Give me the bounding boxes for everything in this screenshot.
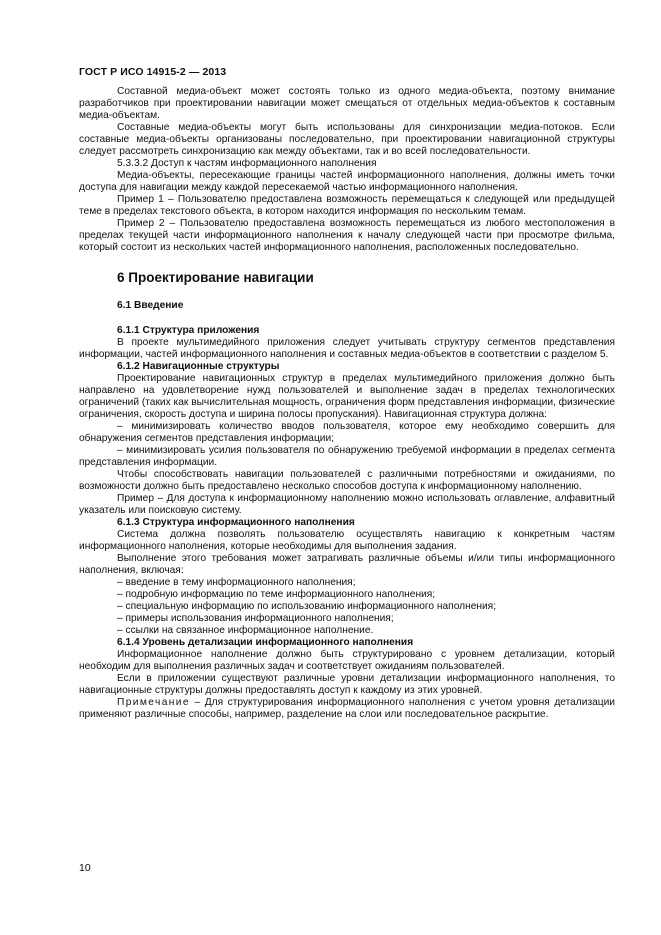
- note-label: Примечание: [117, 697, 190, 708]
- note-paragraph: [79, 697, 615, 721]
- subsection-heading: 6.1 Введение: [117, 300, 184, 311]
- example-paragraph: Пример – Для доступа к информационному наполнению можно использовать оглавление, алфавитный указатель или поисковую систему.: [79, 493, 615, 516]
- paragraph: Информационное наполнение должно быть структурировано с уровнем детализации, который необходим для выполнения различных задач и соответствует ожиданиям пользователей.: [79, 649, 615, 672]
- example-paragraph: Пример 2 – Пользователю предоставлена возможность перемещаться из любого местоположения в пределах текущей части информационного наполнения к началу следующей части при просмотре фильма, который состоит из нескольких частей информационного наполнения, расположенных последовательно.: [79, 218, 615, 253]
- subsection-heading: 6.1.1 Структура приложения: [117, 325, 260, 336]
- paragraph: Система должна позволять пользователю осуществлять навигацию к конкретным частям информационного наполнения, которые необходимы для выполнения задания.: [79, 529, 615, 552]
- subsection-heading: 6.1.3 Структура информационного наполнения: [117, 517, 355, 528]
- paragraph: Выполнение этого требования может затрагивать различные объемы и/или типы информационного наполнения, включая:: [79, 553, 615, 576]
- section-heading: 6 Проектирование навигации: [117, 270, 314, 285]
- subsection-heading: 6.1.2 Навигационные структуры: [117, 361, 280, 372]
- paragraph: Составные медиа-объекты могут быть использованы для синхронизации медиа-потоков. Если составные медиа-объекты организованы последовательно, при проектировании навигационной структуры следует рассмотреть синхронизацию как между объектами, так и во всей последовательности.: [79, 122, 615, 157]
- subsection-heading: 6.1.4 Уровень детализации информационного наполнения: [117, 637, 414, 648]
- paragraph: В проекте мультимедийного приложения следует учитывать структуру сегментов представления информации, частей информационного наполнения и составных медиа-объектов в соответствии с разделом 5.: [79, 337, 615, 360]
- list-item: – специальную информацию по использованию информационного наполнения;: [117, 601, 497, 612]
- list-item: – минимизировать количество вводов пользователя, которое ему необходимо совершить для обнаружения сегментов представления информации;: [79, 421, 615, 444]
- paragraph: Медиа-объекты, пересекающие границы частей информационного наполнения, должны иметь точки доступа для навигации между каждой пересекаемой частью информационного наполнения.: [79, 170, 615, 193]
- paragraph: Проектирование навигационных структур в пределах мультимедийного приложения должно быть направлено на удовлетворение нужд пользователей и выполнение задач в пределах технологических ограничений (таких как вычислительная мощность, ограничения форм представления информации, физические ограничения, скорость доступа и ширина полосы пропускания). Навигационная структура должна:: [79, 373, 615, 420]
- note-text: – Для структурирования информационного наполнения с учетом уровня детализации применяют различные способы, например, разделение на слои или последовательное раскрытие.: [79, 697, 615, 720]
- subsection-title: 5.3.3.2 Доступ к частям информационного наполнения: [117, 158, 377, 169]
- list-item: – минимизировать усилия пользователя по обнаружению требуемой информации в пределах сегмента представления информации.: [79, 445, 615, 468]
- paragraph: Составной медиа-объект может состоять только из одного медиа-объекта, поэтому внимание разработчиков при проектировании навигации может смещаться от отдельных медиа-объектов к составным медиа-объектам.: [79, 86, 615, 121]
- list-item: – подробную информацию по теме информационного наполнения;: [117, 589, 436, 600]
- paragraph: Если в приложении существуют различные уровни детализации информационного наполнения, то навигационные структуры должны предоставлять доступ к каждому из этих уровней.: [79, 673, 615, 696]
- running-header: ГОСТ Р ИСО 14915-2 — 2013: [79, 66, 227, 78]
- list-item: – ссылки на связанное информационное наполнение.: [117, 625, 374, 636]
- paragraph: Чтобы способствовать навигации пользователей с различными потребностями и ожиданиями, по возможности должно быть предоставлено несколько способов доступа к информационному наполнению.: [79, 469, 615, 492]
- body-text: [79, 86, 615, 721]
- page-number: 10: [79, 862, 91, 874]
- example-paragraph: Пример 1 – Пользователю предоставлена возможность перемещаться к следующей или предыдущей теме в пределах текстового объекта, в котором находится информация по нескольким темам.: [79, 194, 615, 217]
- list-item: – примеры использования информационного наполнения;: [117, 613, 394, 624]
- list-item: – введение в тему информационного наполнения;: [117, 577, 356, 588]
